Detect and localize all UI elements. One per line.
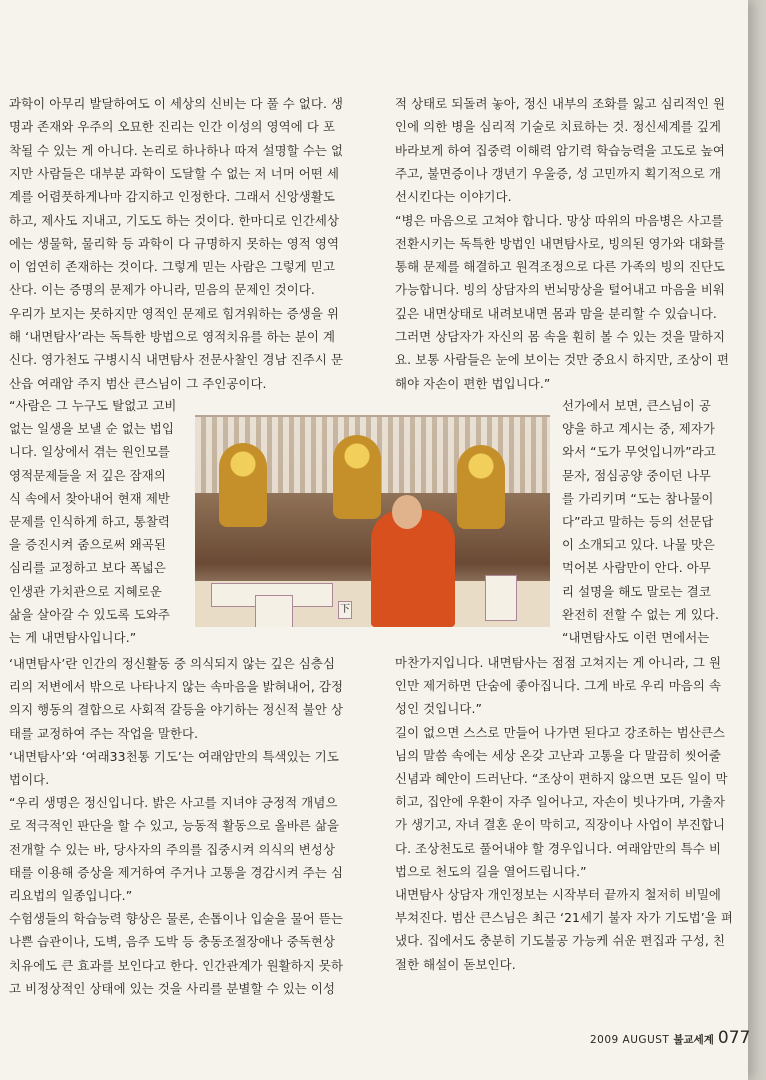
right-column-bottom-line: 법으로 천도의 길을 열어드립니다.” [395,863,587,879]
right-column-bottom-line: 님의 말씀 속에는 세상 온갖 고난과 고통을 다 말끔히 씻어줄 [395,747,722,763]
right-column-wrap-line: 이 소개되고 있다. 나물 맛은 [562,537,715,553]
left-column-bottom-line: 리의 저변에서 밖으로 나타나지 않는 속마음을 밝혀내어, 감정 [9,679,344,695]
left-column-bottom-line: 로 적극적인 판단을 할 수 있고, 능동적 활동으로 올바른 삶을 [9,818,340,834]
right-column-top-line: 선시킨다는 이야기다. [395,189,512,205]
right-column-top-line: 전환시키는 독특한 방법인 내면탐사로, 빙의된 영가와 대화를 [395,235,726,251]
left-column-bottom-line: 리요법의 일종입니다.” [9,888,133,903]
left-column-bottom-line: 수험생들의 학습능력 향상은 물론, 손톱이나 입술을 물어 뜯는 [9,911,344,927]
left-column-top-line: 지만 사람들은 대부분 과학이 도달할 수 없는 저 너머 어떤 세 [9,165,340,181]
right-column-wrap-line: 와서 “도가 무엇입니까”라고 [562,444,716,460]
right-column-wrap-line: 양을 하고 계시는 중, 제자가 [562,421,715,437]
left-column-bottom-line: ‘내면탐사’란 인간의 정신활동 중 의식되지 않는 깊은 심층심 [9,656,336,671]
buddha-statue [333,435,381,519]
left-column-bottom-line: 전개할 수 있는 바, 당사자의 주의를 집중시켜 의식의 변성상 [9,841,336,857]
right-column-top-line: 가능합니다. 빙의 상담자의 번뇌망상을 털어내고 마음을 비워 [395,282,726,298]
buddha-statue [219,443,267,527]
right-column-bottom-line: 성인 것입니다.” [395,701,483,717]
right-column-wrap-line: 다”라고 말하는 등의 선문답 [562,514,714,529]
monk-shrine-photo [195,415,550,627]
left-column-wrap-line: 삶을 살아갈 수 있도록 도와주 [9,606,170,622]
left-column-wrap-line: 인생관 가치관으로 지혜로운 [9,583,162,599]
buddha-statue [457,445,505,529]
right-column-top-line: “병은 마음으로 고쳐야 합니다. 망상 따위의 마음병은 사고를 [395,212,724,228]
left-column-top-line: 에는 생물학, 물리학 등 과학이 다 규명하지 못하는 영적 영역 [9,235,340,251]
left-column-top-line: 과학이 아무리 발달하여도 이 세상의 신비는 다 풀 수 없다. 생 [9,96,344,111]
right-column-top-line: 바라보게 하여 집중력 이해력 암기력 학습능력을 고도로 높여 [395,142,726,158]
left-column-top-line: 산읍 여래암 주지 범산 큰스님이 그 주인공이다. [9,375,267,391]
right-column-wrap-line: 묻자, 점심공양 중이던 나무 [562,467,711,483]
left-column-bottom-line: 태를 교정하여 주는 작업을 말한다. [9,725,199,741]
right-column-top-line: 적 상태로 되돌려 놓아, 정신 내부의 조화를 잃고 심리적인 원 [395,96,726,111]
right-column-wrap-line: “내면탐사도 이런 면에서는 [562,630,710,645]
left-column-bottom-line: 태를 이용해 증상을 제거하여 주거나 고통을 경감시켜 주는 심 [9,864,344,880]
altar-sign [255,595,293,627]
right-column-top-line: 깊은 내면상태로 내려보내면 몸과 맘을 분리할 수 있습니다. [395,305,717,321]
page-number: 077 [717,1028,751,1048]
right-column-bottom-line: 절한 해설이 돋보인다. [395,956,516,972]
left-column-wrap-line: 없는 일생을 보낼 순 없는 법입 [9,421,175,437]
right-column-bottom-line: 인만 제거하면 단숨에 좋아집니다. 그게 바로 우리 마음의 속 [395,678,722,694]
right-column-bottom-line: 부쳐진다. 범산 큰스님은 최근 ‘21세기 불자 자가 기도법’을 펴 [395,910,733,926]
right-column-wrap-line: 리 설명을 해도 말로는 결코 [562,583,711,599]
left-column-wrap-line: 심리를 교정하고 보다 폭넓은 [9,560,166,576]
right-column-bottom-line: 신념과 혜안이 드러난다. “조상이 편하지 않으면 모든 일이 막 [395,771,728,786]
monk-head [392,495,422,529]
left-column-wrap-line: 는 게 내면탐사입니다.” [9,630,137,645]
right-column-bottom-line: 길이 없으면 스스로 만들어 나가면 된다고 강조하는 범산큰스 [395,724,726,740]
right-column-top-line: 해야 자손이 편한 법입니다.” [395,375,551,391]
left-column-top-line: 착될 수 있는 게 아니다. 논리로 하나하나 따져 설명할 수는 없 [9,142,344,158]
right-column-top-line: 주고, 불면증이나 갱년기 우울증, 성 고민까지 획기적으로 개 [395,165,722,181]
left-column-top-line: 이 엄연히 존재하는 것이다. 그렇게 믿는 사람은 그렇게 믿고 [9,259,336,275]
left-column-top-line: 신다. 영가천도 구병시식 내면탐사 전문사찰인 경남 진주시 문 [9,352,344,368]
right-column-bottom-line: 다. 조상천도로 풀어내야 할 경우입니다. 여래암만의 특수 비 [395,840,722,856]
left-column-bottom-line: “우리 생명은 정신입니다. 밝은 사고를 지녀야 긍정적 개념으 [9,795,338,811]
page-footer [590,1028,750,1054]
left-column-top-line: 명과 존재와 우주의 오묘한 진리는 인간 이성의 영역에 다 포 [9,119,336,135]
left-column-bottom-line: 고 비정상적인 상태에 있는 것을 사리를 분별할 수 있는 이성 [9,980,336,996]
issue-date: 2009 AUGUST [590,1034,670,1046]
left-column-top-line: 우리가 보지는 못하지만 영적인 문제로 힘겨워하는 증생을 위 [9,305,340,321]
left-column-top-line: 해 ‘내면탐사’라는 독특한 방법으로 영적치유를 하는 분이 계 [9,329,336,344]
left-column-bottom-line: 의지 행동의 결합으로 사회적 갈등을 야기하는 정신적 불안 상 [9,702,344,718]
left-column-top-line: 계를 어렴풋하게나마 감지하고 인정한다. 그래서 신앙생활도 [9,189,335,205]
right-column-wrap-line: 선가에서 보면, 큰스님이 공 [562,398,711,413]
magazine-name: 불교세계 [673,1034,714,1046]
right-column-top-line: 요. 보통 사람들은 눈에 보이는 것만 중요시 하지만, 조상이 편 [395,352,730,368]
left-column-wrap-line: 식 속에서 찾아내어 현재 제반 [9,490,170,506]
left-column-wrap-line: 니다. 일상에서 겪는 원인모를 [9,444,170,460]
left-column-bottom-line: 나쁜 습관이나, 도벽, 음주 도박 등 충동조절장애나 중독현상 [9,934,336,950]
left-column-bottom-line: 법이다. [9,772,50,787]
altar-sign-char: 下 [338,601,352,619]
left-column-wrap-line: “사람은 그 누구도 탈없고 고비 [9,398,177,413]
right-column-wrap-line: 를 가리키며 “도는 참나물이 [562,490,714,506]
left-column-bottom-line: ‘내면탐사’와 ‘여래33천통 기도’는 여래암만의 특색있는 기도 [9,748,339,764]
right-column-top-line: 그러면 상담자가 자신의 몸 속을 훤히 볼 수 있는 것을 말하지 [395,329,726,344]
right-column-bottom-line: 가 생기고, 자녀 결혼 운이 막히고, 직장이나 사업이 부진합니 [395,817,726,833]
right-column-bottom-line: 히고, 집안에 우환이 자주 일어나고, 자손이 빗나가며, 가출자 [395,794,726,810]
right-column-bottom-line: 내면탐사 상담자 개인정보는 시작부터 끝까지 철저히 비밀에 [395,887,721,902]
altar-sign [485,575,517,621]
right-column-wrap-line: 먹어본 사람만이 안다. 아무 [562,560,711,576]
right-column-bottom-line: 마찬가지입니다. 내면탐사는 점점 고쳐지는 게 아니라, 그 원 [395,655,722,670]
left-column-wrap-line: 을 증진시켜 줌으로써 왜곡된 [9,537,166,553]
left-column-top-line: 산다. 이는 증명의 문제가 아니라, 믿음의 문제인 것이다. [9,282,315,298]
right-column-top-line: 인에 의한 병을 심리적 기술로 치료하는 것. 정신세계를 깊게 [395,119,722,135]
left-column-wrap-line: 문제를 인식하게 하고, 통찰력 [9,514,170,529]
left-column-top-line: 하고, 제사도 지내고, 기도도 하는 것이다. 한마디로 인간세상 [9,212,340,228]
right-column-bottom-line: 냈다. 집에서도 충분히 기도불공 가능케 쉬운 편집과 구성, 친 [395,933,726,949]
right-column-top-line: 통해 문제를 해결하고 원격조정으로 다른 가족의 빙의 진단도 [395,259,726,275]
left-column-bottom-line: 치유에도 큰 효과를 보인다고 한다. 인간관계가 원활하지 못하 [9,957,344,973]
right-column-wrap-line: 완전히 전할 수 없는 게 있다. [562,606,719,622]
left-column-wrap-line: 영적문제들을 저 깊은 잠재의 [9,467,166,483]
